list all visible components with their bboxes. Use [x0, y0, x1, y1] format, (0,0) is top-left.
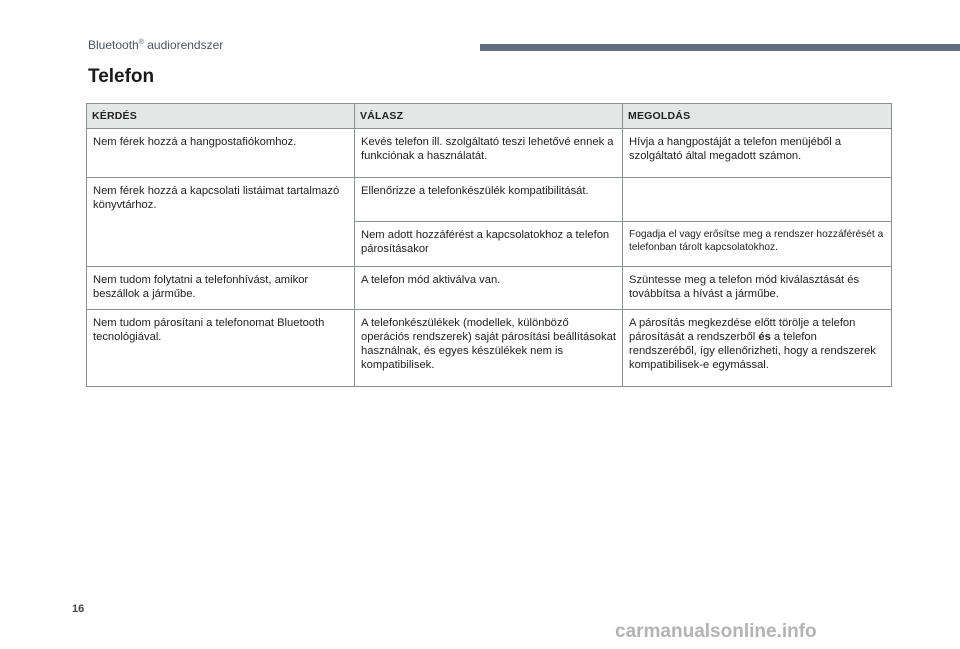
column-header-answer: VÁLASZ [355, 104, 623, 129]
solution-cell: Szüntesse meg a telefon mód kiválasztását és továbbítsa a hívást a járműbe. [623, 267, 892, 310]
section-brand: Bluetooth [88, 38, 139, 52]
answer-cell: Ellenőrizze a telefonkészülék kompatibilitását. [355, 178, 623, 222]
section-header [88, 38, 223, 52]
table-row [87, 310, 892, 387]
question-cell: Nem tudom párosítani a telefonomat Bluetooth tecnológiával. [87, 310, 355, 387]
question-cell: Nem tudom folytatni a telefonhívást, amikor beszállok a járműbe. [87, 267, 355, 310]
page-number: 16 [72, 603, 85, 615]
table-header-row [87, 104, 892, 129]
page-title: Telefon [88, 66, 155, 87]
solution-cell [623, 178, 892, 222]
solution-emphasis: és [758, 331, 771, 343]
solution-cell: Hívja a hangpostáját a telefon menüjéből a szolgáltató által megadott számon. [623, 129, 892, 178]
faq-table [86, 103, 892, 387]
header-accent-bar [480, 44, 960, 51]
column-header-question: KÉRDÉS [87, 104, 355, 129]
answer-cell: A telefon mód aktiválva van. [355, 267, 623, 310]
question-cell: Nem férek hozzá a hangpostafiókomhoz. [87, 129, 355, 178]
solution-text: A párosítás megkezdése előtt törölje a telefon párosítását a rendszerből [629, 317, 856, 343]
watermark: carmanualsonline.info [615, 621, 817, 642]
solution-cell [623, 310, 892, 387]
solution-text: a telefon rendszeréből, így ellenőrizheti, hogy a rendszerek kompatibilisek-e egymással. [629, 331, 876, 371]
solution-cell: Fogadja el vagy erősítse meg a rendszer hozzáférését a telefonban tárolt kapcsolatokhoz. [623, 222, 892, 267]
table-row [87, 178, 892, 222]
question-cell: Nem férek hozzá a kapcsolati listáimat tartalmazó könyvtárhoz. [87, 178, 355, 267]
registered-mark: ® [138, 39, 144, 46]
section-name: audiorendszer [143, 38, 224, 52]
answer-cell: Kevés telefon ill. szolgáltató teszi lehetővé ennek a funkciónak a használatát. [355, 129, 623, 178]
table-row [87, 129, 892, 178]
table-row [87, 267, 892, 310]
column-header-solution: MEGOLDÁS [623, 104, 892, 129]
answer-cell: A telefonkészülékek (modellek, különböző operációs rendszerek) saját párosítási beállításokat használnak, és egyes készülékek nem is kompatibilisek. [355, 310, 623, 387]
answer-cell: Nem adott hozzáférést a kapcsolatokhoz a telefon párosításakor [355, 222, 623, 267]
